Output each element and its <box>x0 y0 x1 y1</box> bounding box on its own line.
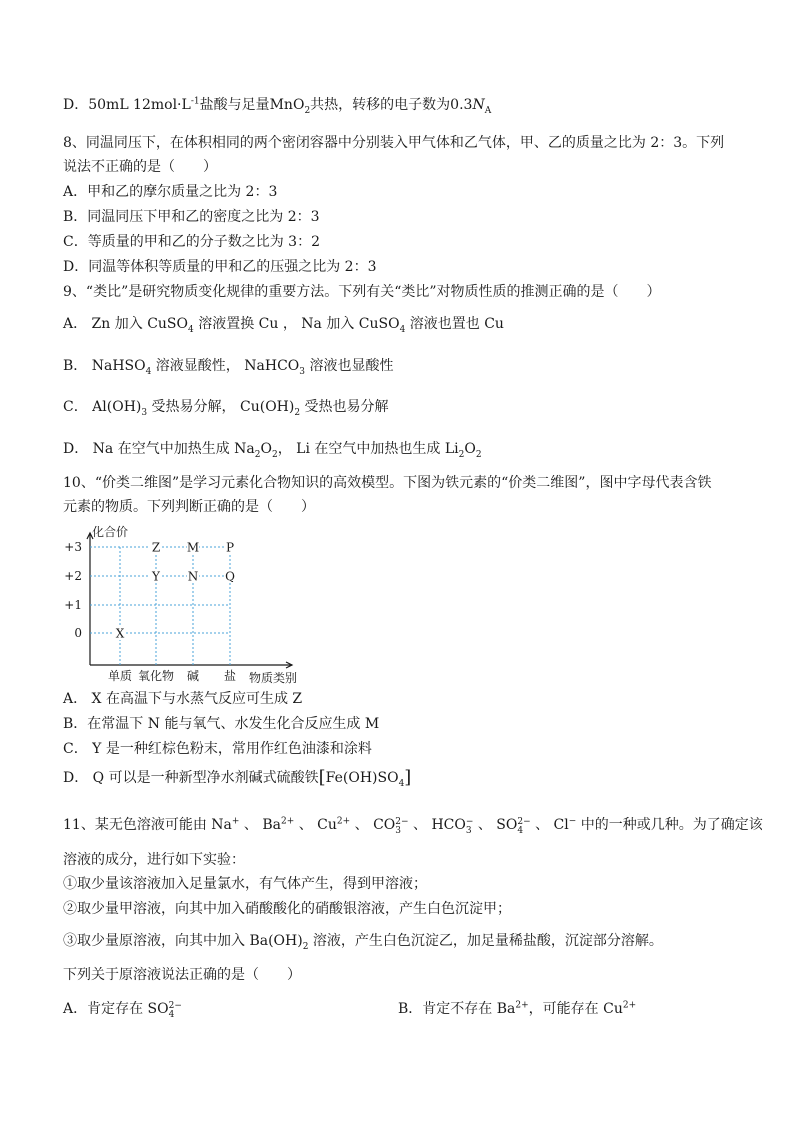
text-line-q10B: B．在常温下 N 能与氧气、水发生化合反应生成 M <box>63 716 380 732</box>
y-tick-label: 0 <box>74 626 82 640</box>
point-X: X <box>115 626 125 641</box>
text-line-q8b: 说法不正确的是（ ） <box>63 159 217 175</box>
text-line-q11s1: ①取少量该溶液加入足量氯水，有气体产生，得到甲溶液； <box>63 876 427 892</box>
point-Z: Z <box>151 540 161 555</box>
text-line-q11A: A．肯定存在 SO 2− 4 <box>63 1001 182 1020</box>
text-line-q10C: C． Y 是一种红棕色粉末，常用作红色油漆和涂料 <box>63 741 372 757</box>
text-line-q10b: 元素的物质。下列判断正确的是（ ） <box>63 499 315 515</box>
text-line-d7: D．50mL $12mol\cdot L^{-1}$盐酸与足量MnO$_2$共热，转移的电子数为$0.3N_A$ <box>63 96 492 116</box>
text-line-q8A: A．甲和乙的摩尔质量之比为 2：3 <box>63 184 278 200</box>
point-N: N <box>187 569 199 584</box>
y-axis-label: 化合价 <box>92 525 129 539</box>
text-line-q9D: D． Na 在空气中加热生成 $Na_2O_2$， Li 在空气中加热也生成 $Li_2O_2$ <box>63 441 482 460</box>
point-Y: Y <box>152 569 160 584</box>
x-axis-label: 物质类别 <box>248 671 298 685</box>
text-line-q10D: D． Q 可以是一种新型净水剂碱式硫酸铁$[Fe(OH)SO_4]$ <box>63 767 412 789</box>
point-Q: Q <box>225 569 235 584</box>
x-tick-label: 碱 <box>186 669 200 683</box>
text-line-q9C: C． $Al(OH)_3$ 受热易分解， $Cu(OH)_2$ 受热也易分解 <box>63 399 389 418</box>
text-line-q9A: A． Zn 加入 CuSO$_4$ 溶液置换 Cu ， Na 加入 CuSO$_4$ 溶液也置也 Cu <box>63 316 504 335</box>
y-tick-label: +1 <box>64 598 82 612</box>
text-line-q9: 9、“类比”是研究物质变化规律的重要方法。下列有关“类比”对物质性质的推测正确的是（ ） <box>63 284 661 300</box>
text-line-q9B: B． NaHSO$_4$ 溶液显酸性， NaHCO$_3$ 溶液也显酸性 <box>63 358 394 377</box>
text-line-q8C: C．等质量的甲和乙的分子数之比为 3：2 <box>63 234 320 250</box>
text-line-q10a: 10、“价类二维图”是学习元素化合物知识的高效模型。下图为铁元素的“价类二维图”，图中字母代表含铁 <box>63 475 712 491</box>
text-line-q11s2: ②取少量甲溶液，向其中加入硝酸酸化的硝酸银溶液，产生白色沉淀甲； <box>63 901 511 917</box>
x-tick-label: 盐 <box>223 669 237 683</box>
text-line-q11a: 11、某无色溶液可能由 Na+ 、 $Ba^{2+}$ 、 $Cu^{2+}$ 、 CO 2− 3 、 HCO − 3 、 SO 2− 4 、 Cl− 中的一种或几种。为了确定该 <box>63 816 763 836</box>
valence-class-chart <box>60 525 310 685</box>
text-line-q8D: D．同温等体积等质量的甲和乙的压强之比为 2：3 <box>63 259 377 275</box>
point-M: M <box>186 540 200 555</box>
point-P: P <box>225 540 235 555</box>
text-line-q8a: 8、同温同压下，在体积相同的两个密闭容器中分别装入甲气体和乙气体，甲、乙的质量之比为 2：3。下列 <box>63 135 725 151</box>
question-11-option-b: B．肯定不存在 $Ba^{2+}$，可能存在 $Cu^{2+}$ <box>398 1000 637 1017</box>
x-tick-label: 单质 <box>107 669 133 683</box>
text-line-q8B: B．同温同压下甲和乙的密度之比为 2：3 <box>63 209 320 225</box>
text-line-q11c: 下列关于原溶液说法正确的是（ ） <box>63 967 301 983</box>
y-tick-label: +2 <box>64 569 82 583</box>
text-line-q11s3: ③取少量原溶液，向其中加入 $Ba(OH)_2$ 溶液，产生白色沉淀乙，加足量稀盐酸，沉淀部分溶解。 <box>63 933 663 952</box>
text-line-q11b: 溶液的成分，进行如下实验： <box>63 852 245 868</box>
y-tick-label: +3 <box>64 540 82 554</box>
x-tick-label: 氧化物 <box>137 669 175 683</box>
text-line-q10A: A． X 在高温下与水蒸气反应可生成 Z <box>63 691 303 707</box>
